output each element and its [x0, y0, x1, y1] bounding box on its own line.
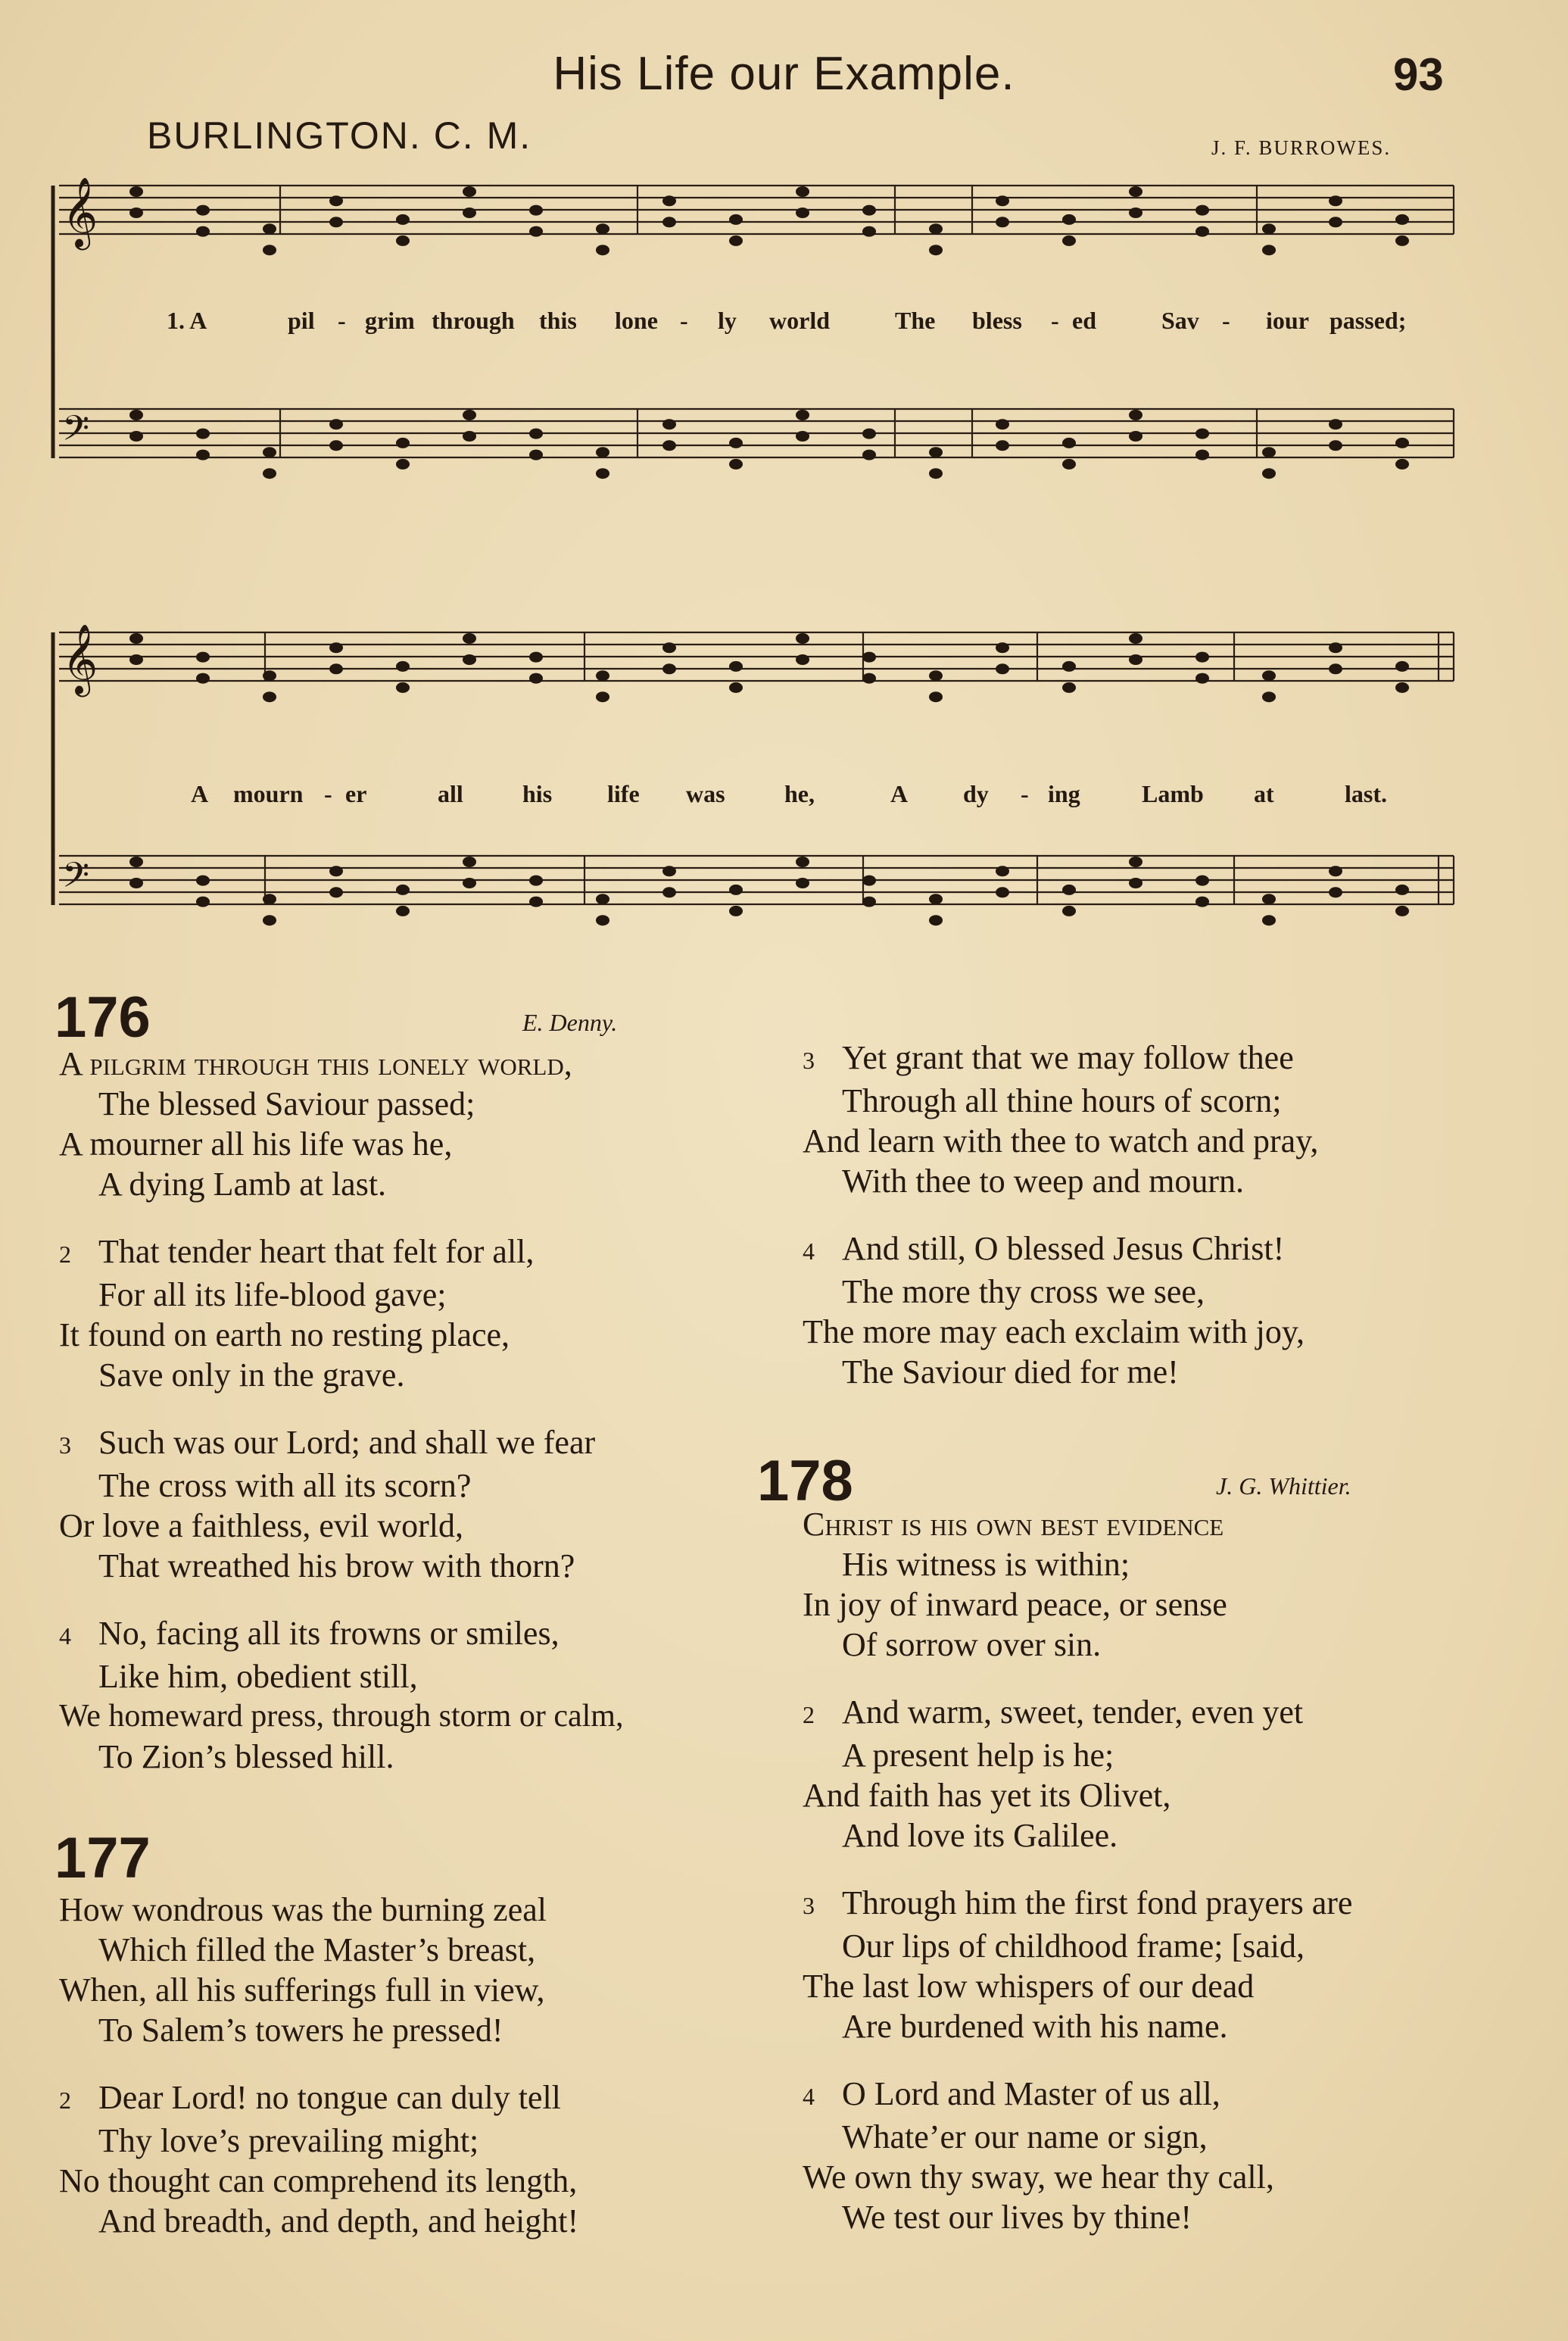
note-head	[796, 654, 809, 665]
verse-line	[803, 1883, 1499, 1926]
note-head	[196, 897, 210, 907]
bass-clef-icon: 𝄢	[62, 855, 90, 904]
note-head	[862, 652, 876, 663]
note-head	[1262, 670, 1276, 681]
lyric-syllable: all	[438, 780, 463, 807]
verse-line	[803, 1692, 1499, 1735]
note-head	[1262, 245, 1276, 255]
verse-line: And breadth, and depth, and height!	[98, 2202, 579, 2240]
lyric-syllable: iour	[1266, 307, 1309, 334]
verse-line: Through all thine hours of scorn;	[842, 1082, 1282, 1119]
note-head	[796, 431, 809, 442]
note-head	[1129, 878, 1142, 888]
note-head	[1329, 217, 1342, 227]
note-head	[1129, 410, 1142, 420]
note-head	[862, 205, 876, 216]
treble-clef-icon: 𝄞	[62, 623, 98, 694]
note-head	[929, 223, 943, 234]
note-head	[996, 195, 1009, 206]
note-head	[1195, 876, 1209, 886]
note-head	[1129, 654, 1142, 665]
note-head	[529, 450, 543, 460]
lyric-syllable: mourn	[233, 780, 304, 807]
note-head	[529, 897, 543, 907]
hymn-author-178: J. G. Whittier.	[1216, 1472, 1351, 1500]
verse-line: A dying Lamb at last.	[98, 1166, 387, 1203]
note-head	[996, 440, 1009, 451]
lyric-syllable: er	[345, 780, 367, 807]
note-head	[396, 661, 410, 672]
lyric-syllable: through	[432, 307, 515, 334]
note-head	[129, 410, 143, 420]
note-head	[1262, 894, 1276, 904]
note-head	[596, 670, 609, 681]
note-head	[263, 447, 276, 457]
lyric-syllable: life	[607, 780, 640, 807]
note-head	[196, 876, 210, 886]
note-head	[129, 186, 143, 197]
lyric-syllable: Sav	[1161, 307, 1199, 334]
note-head	[729, 459, 743, 470]
note-head	[329, 440, 343, 451]
verse-line: And faith has yet its Olivet,	[803, 1777, 1171, 1814]
verse-line: In joy of inward peace, or sense	[803, 1586, 1227, 1623]
lyric-syllable: -	[338, 307, 346, 334]
note-head	[1129, 208, 1142, 218]
verse-line: And love its Galilee.	[842, 1817, 1118, 1854]
note-head	[129, 878, 143, 888]
verse-line: With thee to weep and mourn.	[842, 1163, 1244, 1200]
stanza-3	[59, 1422, 771, 1586]
stanza-2	[803, 1692, 1499, 1856]
verse-line	[59, 1231, 771, 1275]
verse-line-text: O Lord and Master of us all,	[842, 2075, 1220, 2112]
note-head	[729, 438, 743, 448]
treble-clef-icon: 𝄞	[62, 176, 98, 247]
stanza-number: 2	[59, 2087, 71, 2114]
note-head	[1395, 682, 1409, 693]
lyric-syllable: 1. A	[167, 307, 207, 334]
note-head	[1195, 429, 1209, 439]
note-head	[529, 876, 543, 886]
hymn-178-text	[803, 1504, 1499, 2265]
music-score	[45, 159, 1469, 992]
note-head	[129, 431, 143, 442]
verse-line-text: That tender heart that felt for all,	[98, 1233, 535, 1270]
note-head	[929, 447, 943, 457]
composer-credit: J. F. BURROWES.	[1211, 136, 1392, 159]
verse-line: Of sorrow over sin.	[842, 1626, 1102, 1663]
lyric-syllable: dy	[963, 780, 989, 807]
clefs	[62, 176, 98, 904]
verse-line	[59, 1044, 771, 1084]
note-head	[529, 226, 543, 237]
verse-line: The more may each exclaim with joy,	[803, 1313, 1305, 1350]
note-head	[729, 885, 743, 895]
note-head	[729, 682, 743, 693]
note-head	[662, 195, 676, 206]
note-head	[729, 906, 743, 916]
note-head	[929, 468, 943, 479]
note-head	[1195, 205, 1209, 216]
note-head	[596, 468, 609, 479]
lyric-syllable: A	[890, 780, 909, 807]
note-head	[596, 691, 609, 702]
note-head	[529, 205, 543, 216]
note-head	[596, 245, 609, 255]
lyric-syllable: this	[539, 307, 577, 334]
stanza-number: 3	[803, 1047, 815, 1074]
note-head	[196, 205, 210, 216]
verse-line: A present help is he;	[842, 1737, 1114, 1774]
note-head	[596, 447, 609, 457]
note-head	[662, 419, 676, 429]
stanza-number: 4	[59, 1622, 71, 1650]
note-head	[1129, 431, 1142, 442]
note-head	[1062, 459, 1076, 470]
note-head	[329, 419, 343, 429]
lyric-syllable: pil	[288, 307, 315, 334]
verse-line-text: No, facing all its frowns or smiles,	[98, 1615, 560, 1652]
lyric-syllable: his	[522, 780, 553, 807]
verse-line: We test our lives by thine!	[842, 2199, 1192, 2236]
stanza-4	[59, 1613, 771, 1777]
stanza-number: 4	[803, 1238, 815, 1265]
note-head	[329, 195, 343, 206]
note-head	[1395, 236, 1409, 246]
note-head	[396, 906, 410, 916]
verse-line: We homeward press, through storm or calm,	[59, 1699, 624, 1734]
lyric-syllable: -	[1021, 780, 1029, 807]
verse-line: That wreathed his brow with thorn?	[98, 1547, 575, 1584]
stanza-2	[59, 2077, 771, 2241]
hymn-number-178: 178	[757, 1449, 853, 1513]
hymn-176-text	[59, 1044, 771, 1804]
note-head	[1062, 906, 1076, 916]
note-head	[862, 673, 876, 684]
verse-line: His witness is within;	[842, 1546, 1130, 1583]
verse-line: Our lips of childhood frame; [said,	[842, 1927, 1305, 1965]
note-head	[196, 429, 210, 439]
lyric-syllable: Lamb	[1142, 780, 1204, 807]
verse-line: Which filled the Master’s breast,	[98, 1931, 536, 1968]
note-head	[1395, 661, 1409, 672]
note-head	[263, 468, 276, 479]
verse-line: Thy love’s prevailing might;	[98, 2122, 479, 2159]
verse-line: Like him, obedient still,	[98, 1658, 418, 1695]
note-head	[729, 214, 743, 225]
lyric-syllable: -	[1222, 307, 1230, 334]
note-head	[1262, 468, 1276, 479]
verse-line: The more thy cross we see,	[842, 1273, 1205, 1310]
note-head	[396, 459, 410, 470]
note-head	[463, 633, 476, 644]
note-head	[529, 673, 543, 684]
note-head	[529, 652, 543, 663]
verse-line: Whate’er our name or sign,	[842, 2118, 1208, 2155]
verse-line-text: Such was our Lord; and shall we fear	[98, 1424, 596, 1461]
note-head	[263, 691, 276, 702]
verse-line-text: Dear Lord! no tongue can duly tell	[98, 2079, 561, 2116]
note-head	[662, 663, 676, 674]
note-head	[796, 208, 809, 218]
note-head	[196, 226, 210, 237]
note-head	[396, 236, 410, 246]
verse-line	[59, 1422, 771, 1465]
verse-line	[59, 2077, 771, 2121]
note-head	[596, 223, 609, 234]
note-head	[796, 410, 809, 420]
page-number: 93	[1393, 49, 1444, 100]
stanza-number: 2	[803, 1701, 815, 1728]
note-head	[662, 887, 676, 897]
verse-line: How wondrous was the burning zeal	[59, 1891, 547, 1928]
note-head	[796, 857, 809, 867]
note-head	[1329, 419, 1342, 429]
note-head	[1062, 661, 1076, 672]
note-head	[996, 419, 1009, 429]
note-head	[329, 866, 343, 876]
note-head	[1129, 186, 1142, 197]
note-head	[463, 654, 476, 665]
tune-name: BURLINGTON. C. M.	[147, 114, 532, 157]
note-head	[329, 642, 343, 653]
stanza-1	[803, 1504, 1499, 1665]
stanza-number: 3	[59, 1431, 71, 1459]
note-head	[1062, 236, 1076, 246]
lyric-syllable: lone	[615, 307, 658, 334]
lyric-syllable: -	[680, 307, 688, 334]
note-head	[929, 894, 943, 904]
page-title: His Life our Example.	[553, 48, 1015, 100]
note-head	[463, 878, 476, 888]
note-head	[129, 208, 143, 218]
lyric-syllable: passed;	[1330, 307, 1407, 334]
verse-line: No thought can comprehend its length,	[59, 2162, 578, 2199]
verse-line-text: Through him the first fond prayers are	[842, 1884, 1353, 1921]
note-head	[463, 857, 476, 867]
stanza-1	[59, 1890, 771, 2050]
verse-line	[803, 1228, 1499, 1272]
note-head	[1395, 438, 1409, 448]
verse-line: Save only in the grave.	[98, 1356, 405, 1394]
note-head	[1262, 447, 1276, 457]
stanza-2	[59, 1231, 771, 1395]
verse-line	[59, 1613, 771, 1656]
note-head	[1395, 885, 1409, 895]
note-head	[796, 186, 809, 197]
note-head	[1262, 915, 1276, 925]
verse-line-text: Christ is his own best evidence	[803, 1506, 1224, 1543]
note-head	[996, 866, 1009, 876]
note-head	[463, 186, 476, 197]
verse-line	[803, 2074, 1499, 2117]
verse-line: The Saviour died for me!	[842, 1353, 1179, 1391]
note-head	[1329, 440, 1342, 451]
note-head	[1262, 691, 1276, 702]
stanza-4	[803, 1228, 1499, 1392]
note-head	[662, 217, 676, 227]
note-head	[1262, 223, 1276, 234]
lyric-syllable: The	[895, 307, 936, 334]
note-head	[729, 236, 743, 246]
verse-line-text: And still, O blessed Jesus Christ!	[842, 1230, 1285, 1267]
note-head	[1062, 682, 1076, 693]
verse-line-text: A pilgrim through this lonely world,	[59, 1045, 572, 1082]
verse-line: For all its life-blood gave;	[98, 1276, 447, 1313]
lyric-syllable: -	[1051, 307, 1059, 334]
stanza-number: 2	[59, 1241, 71, 1268]
note-head	[1329, 866, 1342, 876]
note-head	[596, 894, 609, 904]
note-head	[862, 429, 876, 439]
note-head	[929, 245, 943, 255]
note-head	[996, 217, 1009, 227]
note-head	[196, 673, 210, 684]
lyric-syllable: ing	[1048, 780, 1080, 807]
note-head	[1129, 857, 1142, 867]
verse-line: The blessed Saviour passed;	[98, 1085, 475, 1122]
note-head	[263, 915, 276, 925]
lyric-syllable: A	[191, 780, 209, 807]
note-head	[596, 915, 609, 925]
note-head	[1195, 226, 1209, 237]
note-head	[463, 410, 476, 420]
note-head	[396, 438, 410, 448]
lyric-syllable: ly	[718, 307, 737, 334]
verse-line: When, all his sufferings full in view,	[59, 1971, 545, 2009]
verse-line: To Salem’s towers he pressed!	[98, 2012, 503, 2049]
hymn-176-continued-text	[803, 1038, 1499, 1419]
note-head	[396, 885, 410, 895]
note-head	[1062, 214, 1076, 225]
note-head	[1062, 885, 1076, 895]
note-head	[862, 450, 876, 460]
note-head	[1329, 663, 1342, 674]
verse-line	[803, 1504, 1499, 1544]
verse-line	[803, 1038, 1499, 1081]
note-head	[996, 663, 1009, 674]
note-head	[329, 887, 343, 897]
hymn-number-176: 176	[55, 985, 151, 1050]
note-head	[796, 878, 809, 888]
verse-line: The cross with all its scorn?	[98, 1467, 472, 1504]
note-head	[929, 670, 943, 681]
note-head	[263, 670, 276, 681]
note-head	[396, 682, 410, 693]
note-heads	[129, 186, 1409, 925]
stanza-number: 3	[803, 1892, 815, 1919]
note-head	[1329, 195, 1342, 206]
stanza-4	[803, 2074, 1499, 2237]
verse-line: We own thy sway, we hear thy call,	[803, 2158, 1274, 2196]
hymn-177-text	[59, 1890, 771, 2268]
lyric-syllable: -	[324, 780, 332, 807]
note-head	[196, 450, 210, 460]
lyric-syllable: grim	[365, 307, 415, 334]
lyric-syllable: last.	[1345, 780, 1387, 807]
note-head	[463, 431, 476, 442]
note-head	[263, 245, 276, 255]
note-head	[929, 691, 943, 702]
note-head	[996, 642, 1009, 653]
lyric-syllable: ed	[1072, 307, 1096, 334]
verse-line-text: Yet grant that we may follow thee	[842, 1039, 1294, 1076]
note-head	[862, 897, 876, 907]
note-head	[796, 633, 809, 644]
note-head	[1395, 214, 1409, 225]
stanza-3	[803, 1883, 1499, 2046]
verse-line: A mourner all his life was he,	[59, 1125, 453, 1163]
note-head	[196, 652, 210, 663]
hymn-author-176: E. Denny.	[522, 1009, 618, 1036]
lyric-syllable: he,	[784, 780, 815, 807]
note-head	[1062, 438, 1076, 448]
note-head	[862, 226, 876, 237]
stanza-number: 4	[803, 2083, 815, 2110]
note-head	[529, 429, 543, 439]
verse-line: Or love a faithless, evil world,	[59, 1507, 463, 1544]
verse-line: It found on earth no resting place,	[59, 1316, 510, 1353]
note-head	[396, 214, 410, 225]
note-head	[1395, 906, 1409, 916]
verse-line-text: And warm, sweet, tender, even yet	[842, 1693, 1304, 1731]
note-head	[662, 866, 676, 876]
note-head	[1395, 459, 1409, 470]
note-head	[263, 894, 276, 904]
note-head	[1329, 887, 1342, 897]
note-head	[463, 208, 476, 218]
verse-line: The last low whispers of our dead	[803, 1968, 1255, 2005]
note-head	[129, 654, 143, 665]
note-head	[729, 661, 743, 672]
note-head	[996, 887, 1009, 897]
note-head	[329, 663, 343, 674]
verse-line: And learn with thee to watch and pray,	[803, 1122, 1319, 1160]
note-head	[263, 223, 276, 234]
note-head	[662, 642, 676, 653]
stanza-3	[803, 1038, 1499, 1201]
lyric-syllable: at	[1254, 780, 1274, 807]
note-head	[1195, 673, 1209, 684]
verse-line: To Zion’s blessed hill.	[98, 1738, 394, 1775]
hymn-number-177: 177	[55, 1826, 151, 1890]
stanza-1	[59, 1044, 771, 1204]
note-head	[1129, 633, 1142, 644]
lyric-syllable: bless	[972, 307, 1022, 334]
verse-line: Are burdened with his name.	[842, 2008, 1228, 2045]
bass-clef-icon: 𝄢	[62, 408, 90, 457]
note-head	[662, 440, 676, 451]
lyric-syllable: world	[769, 307, 830, 334]
lyric-syllable: was	[686, 780, 725, 807]
note-head	[329, 217, 343, 227]
note-head	[129, 633, 143, 644]
note-head	[929, 915, 943, 925]
note-head	[1195, 652, 1209, 663]
note-head	[1195, 897, 1209, 907]
note-head	[1195, 450, 1209, 460]
note-head	[129, 857, 143, 867]
note-head	[1329, 642, 1342, 653]
note-head	[862, 876, 876, 886]
